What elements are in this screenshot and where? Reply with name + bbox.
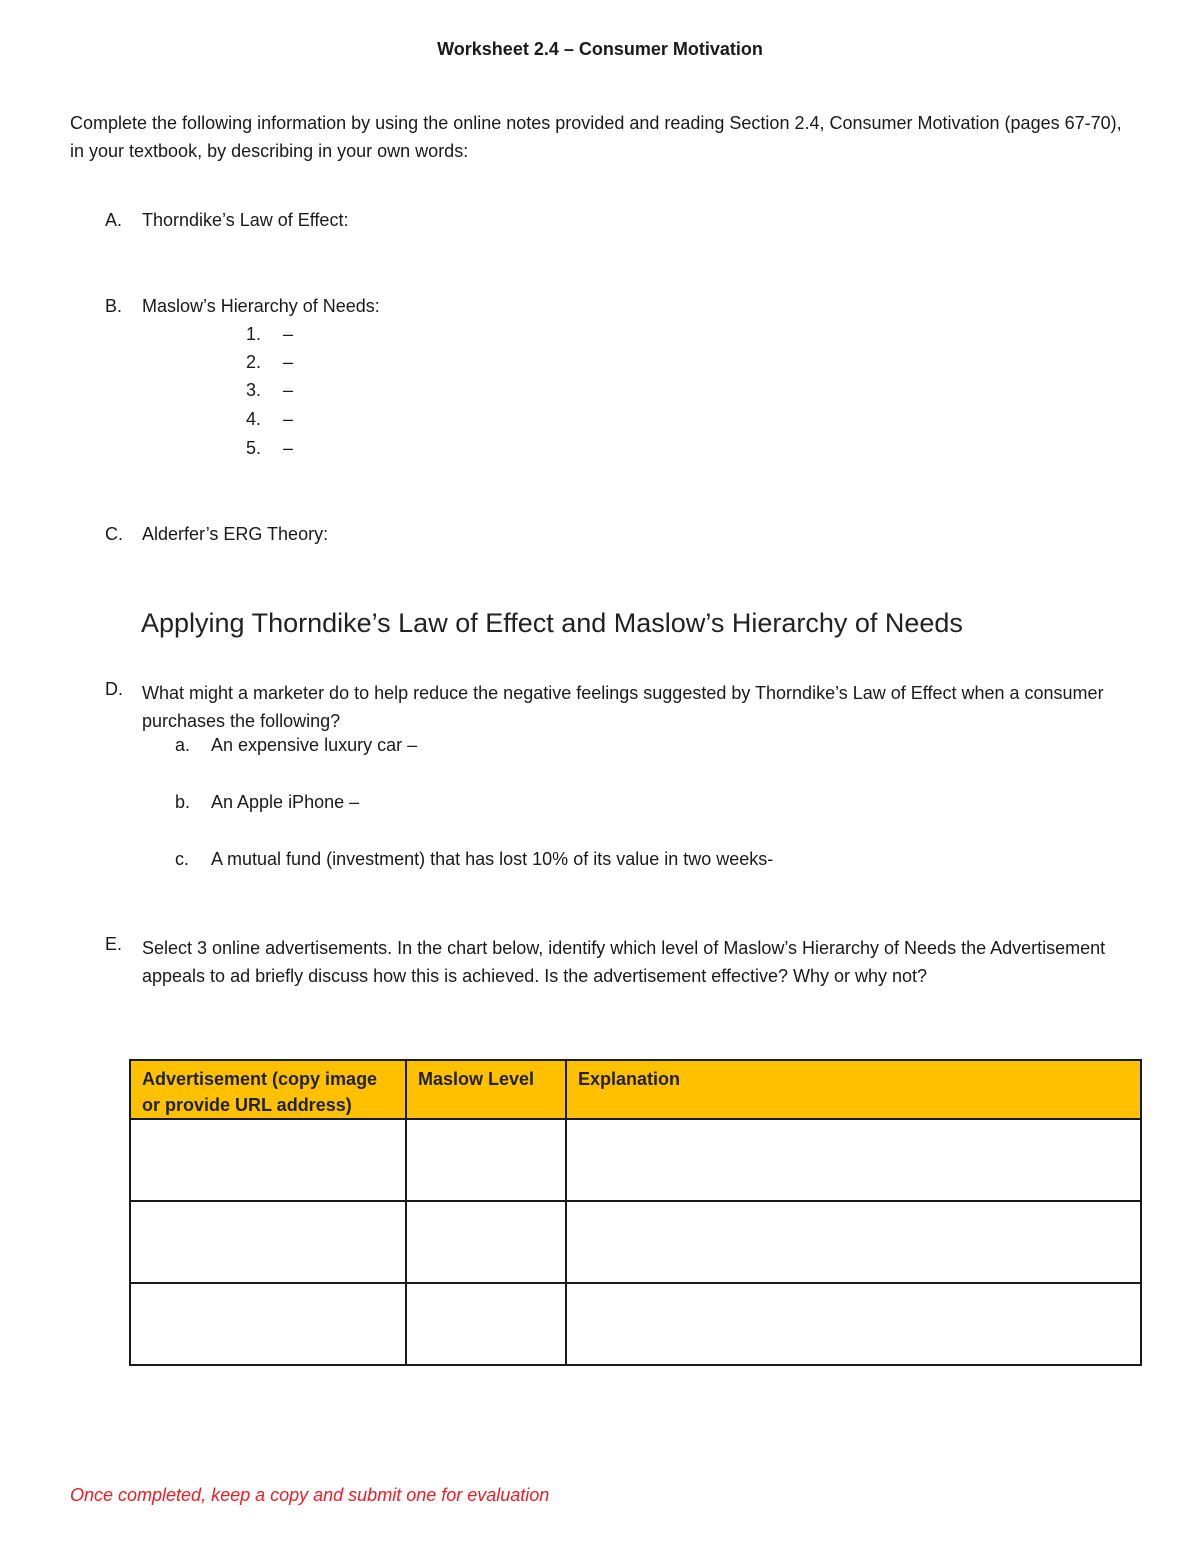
explanation-cell[interactable] (566, 1201, 1141, 1283)
section-a-marker: A. (105, 210, 123, 230)
section-b-marker: B. (105, 296, 123, 316)
instructions: Complete the following information by using the online notes provided and reading Section 2.4, Consumer Motivation (pages 67-70), in your textbook, by describing in your own words: (70, 113, 1122, 161)
column-header-advertisement: Advertisement (copy image or provide URL address) (130, 1060, 406, 1119)
maslow-level-cell[interactable] (406, 1201, 566, 1283)
maslow-level-number: 4. (246, 409, 262, 429)
section-heading: Applying Thorndike’s Law of Effect and Maslow’s Hierarchy of Needs (141, 608, 963, 638)
advertisement-cell[interactable] (130, 1201, 406, 1283)
section-a-prompt: Thorndike’s Law of Effect: (142, 210, 349, 230)
item-a-marker: a. (175, 735, 191, 755)
submission-note: Once completed, keep a copy and submit one for evaluation (70, 1485, 550, 1505)
item-a-prompt: An expensive luxury car – (211, 735, 418, 755)
section-d-prompt: What might a marketer do to help reduce the negative feelings suggested by Thorndike’s Law of Effect when a consumer purchases the following? (142, 683, 1104, 731)
maslow-level-answer: – (283, 380, 294, 400)
page-title: Worksheet 2.4 – Consumer Motivation (437, 39, 763, 59)
maslow-level-answer: – (283, 409, 294, 429)
maslow-level-number: 1. (246, 324, 262, 344)
maslow-level-cell[interactable] (406, 1283, 566, 1365)
table-row (130, 1119, 1141, 1201)
maslow-level-number: 5. (246, 438, 262, 458)
maslow-level-number: 2. (246, 352, 262, 372)
item-c-marker: c. (175, 849, 190, 869)
explanation-cell[interactable] (566, 1283, 1141, 1365)
section-c-marker: C. (105, 524, 123, 544)
maslow-level-cell[interactable] (406, 1119, 566, 1201)
table-header-row (130, 1060, 1141, 1119)
maslow-level-answer: – (283, 324, 294, 344)
section-c-prompt: Alderfer’s ERG Theory: (142, 524, 329, 544)
item-c-prompt: A mutual fund (investment) that has lost 10% of its value in two weeks- (211, 849, 774, 869)
item-b-marker: b. (175, 792, 191, 812)
section-e-prompt: Select 3 online advertisements. In the chart below, identify which level of Maslow’s Hierarchy of Needs the Advertisement appeals to ad briefly discuss how this is achieved. Is the advertisement effective? Why or why not? (142, 938, 1106, 986)
maslow-level-answer: – (283, 438, 294, 458)
section-e-marker: E. (105, 934, 123, 954)
advertisement-cell[interactable] (130, 1119, 406, 1201)
maslow-level-answer: – (283, 352, 294, 372)
table-row (130, 1201, 1141, 1283)
column-header-explanation: Explanation (566, 1060, 1141, 1119)
section-b-prompt: Maslow’s Hierarchy of Needs: (142, 296, 380, 316)
explanation-cell[interactable] (566, 1119, 1141, 1201)
advertisement-table (129, 1059, 1142, 1366)
section-d-marker: D. (105, 679, 123, 699)
item-b-prompt: An Apple iPhone – (211, 792, 360, 812)
advertisement-cell[interactable] (130, 1283, 406, 1365)
maslow-level-number: 3. (246, 380, 262, 400)
table-row (130, 1283, 1141, 1365)
column-header-maslow-level: Maslow Level (406, 1060, 566, 1119)
